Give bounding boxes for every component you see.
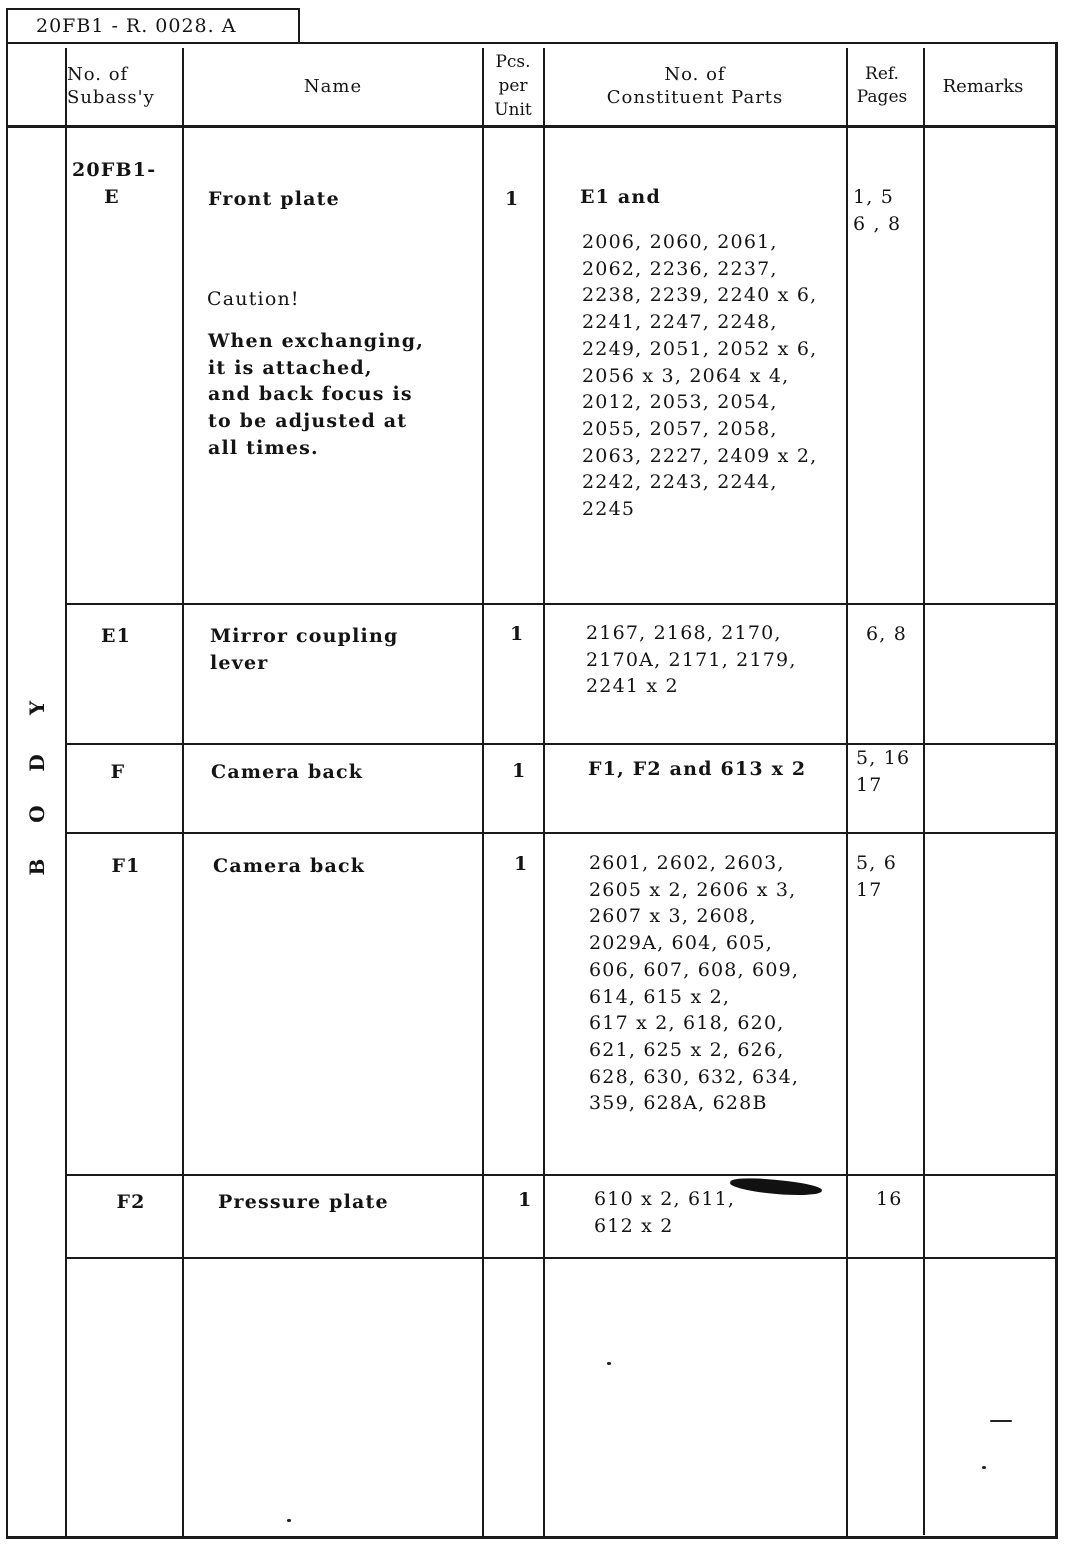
row-divider-3	[66, 832, 1058, 834]
table-row-4-name: Camera back	[213, 855, 366, 877]
table-row-1-parts: 2006, 2060, 2061, 2062, 2236, 2237, 2238, 2239, 2240 x 6, 2241, 2247, 2248, 2249, 2051, 2052 x 6, 2056 x 3, 2064 x 4, 2012, 2053, 2054, 2055, 2057, 2058, 2063, 2227, 2409 x 2, 2242, 2243, 2244, 2245	[582, 231, 818, 521]
table-row-4-ref: 5, 6 17	[856, 852, 898, 901]
header-subassy: No. of Subass'y	[67, 64, 155, 108]
table-row-5-parts: 610 x 2, 611, 612 x 2	[594, 1188, 736, 1237]
table-row-4-subassy: F1	[111, 855, 141, 877]
header-constituent-parts: No. of Constituent Parts	[606, 64, 784, 108]
section-label-letter-y: Y	[25, 700, 49, 716]
col-divider-section	[65, 48, 67, 1539]
table-row-1-caution-text: When exchanging, it is attached, and back focus is to be adjusted at all times.	[208, 330, 425, 459]
table-row-1-subassy: 20FB1- E	[72, 159, 157, 208]
section-label-letter-o: O	[25, 805, 49, 823]
table-row-3-parts: F1, F2 and 613 x 2	[588, 758, 807, 780]
table-row-1-pcs: 1	[505, 188, 520, 210]
table-row-3-ref: 5, 16 17	[856, 747, 911, 796]
table-row-5-subassy: F2	[116, 1191, 146, 1213]
document-code: 20FB1 - R. 0028. A	[36, 15, 237, 37]
table-row-3-subassy: F	[110, 761, 126, 783]
col-divider-subassy	[182, 48, 184, 1539]
table-row-5-name: Pressure plate	[218, 1191, 389, 1213]
scan-speck	[607, 1362, 611, 1365]
section-label-letter-d: D	[25, 754, 49, 772]
table-row-5-ref: 16	[876, 1188, 903, 1210]
section-label-letter-b: B	[25, 858, 49, 876]
table-row-3-pcs: 1	[512, 760, 527, 782]
scan-speck	[982, 1466, 986, 1469]
table-row-1-ref: 1, 5 6 , 8	[853, 186, 902, 235]
table-row-1-parts-intro: E1 and	[580, 186, 661, 208]
table-row-2-subassy: E1	[100, 625, 132, 647]
col-divider-parts	[846, 48, 848, 1539]
table-row-2-name: Mirror coupling lever	[210, 625, 399, 674]
col-divider-ref	[923, 48, 925, 1535]
header-pcs-per-unit: Pcs. per Unit	[494, 52, 532, 120]
row-divider-4	[66, 1174, 1058, 1176]
scan-speck	[287, 1519, 291, 1522]
row-divider-1	[66, 603, 1058, 605]
col-divider-pcs	[543, 48, 545, 1539]
table-row-5-pcs: 1	[518, 1189, 533, 1211]
row-divider-5	[66, 1257, 1058, 1259]
table-row-4-pcs: 1	[514, 853, 529, 875]
table-row-1-name: Front plate	[208, 188, 340, 210]
col-divider-name	[482, 48, 484, 1539]
table-row-4-parts: 2601, 2602, 2603, 2605 x 2, 2606 x 3, 2607 x 3, 2608, 2029A, 604, 605, 606, 607, 608, 609, 614, 615 x 2, 617 x 2, 618, 620, 621, 625 x 2, 626, 628, 630, 632, 634, 359, 628A, 628B	[589, 852, 800, 1115]
header-ref-pages: Ref. Pages	[856, 64, 908, 107]
table-row-1-caution-title: Caution!	[207, 288, 300, 310]
table-row-3-name: Camera back	[211, 761, 364, 783]
table-row-2-pcs: 1	[510, 623, 525, 645]
document-code-tab	[6, 8, 300, 42]
header-remarks: Remarks	[942, 75, 1024, 97]
table-row-2-ref: 6, 8	[866, 623, 908, 645]
scan-speck	[990, 1420, 1012, 1422]
table-row-2-parts: 2167, 2168, 2170, 2170A, 2171, 2179, 2241 x 2	[586, 622, 797, 698]
header-name: Name	[303, 75, 363, 97]
